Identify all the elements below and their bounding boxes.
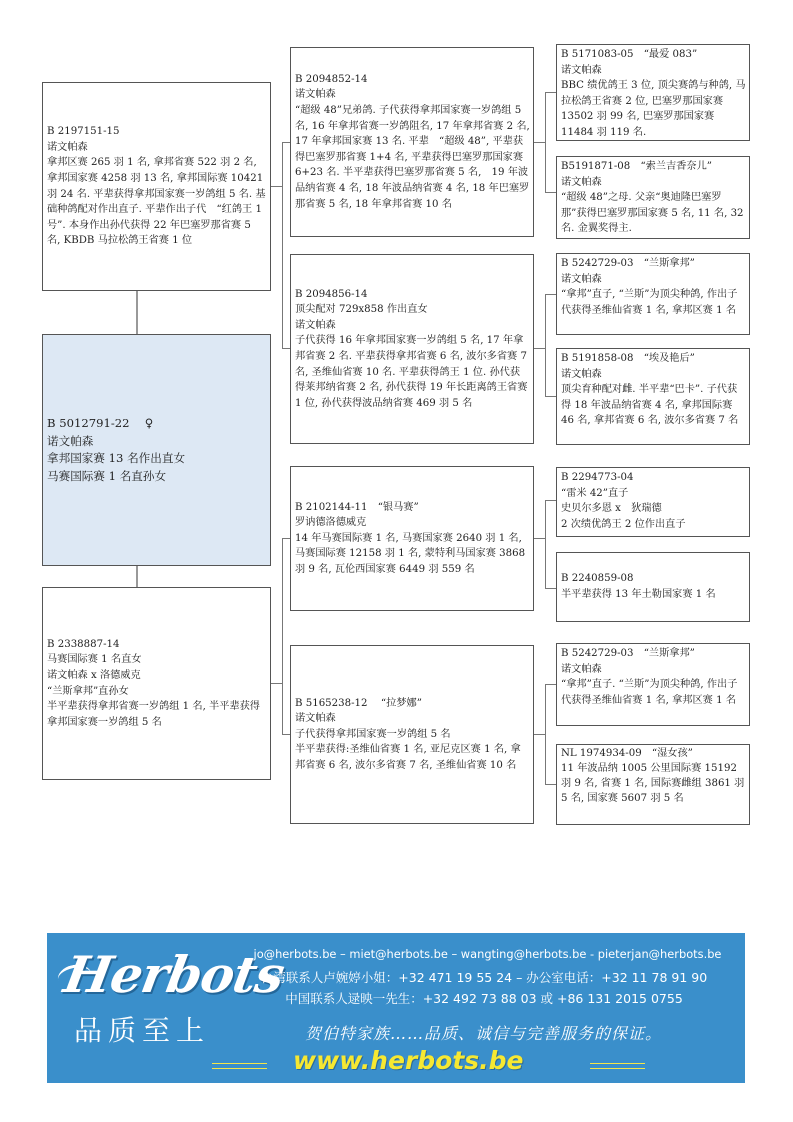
breeder: 诺文帕森 — [561, 663, 602, 675]
connector-sire-subject — [136, 290, 138, 334]
ring-number: B 2294773-04 — [561, 472, 634, 483]
decorative-line-left — [212, 1063, 267, 1069]
connector — [545, 192, 556, 193]
breeder: 诺文帕森 — [561, 368, 602, 380]
note: “兰斯拿邦”直孙女 — [47, 685, 129, 697]
connector — [545, 784, 556, 785]
breeder: 诺文帕森 — [47, 433, 94, 448]
achievements: 11 年波品纳 1005 公里国际赛 15192 羽 9 名, 省赛 1 名, 国际赛雌组 3861 羽 5 名, 国家赛 5607 羽 5 名 — [561, 763, 745, 804]
connector — [282, 142, 283, 348]
connector — [545, 294, 556, 295]
connector — [270, 186, 282, 187]
connector — [545, 92, 546, 192]
pedigree-subject — [42, 334, 271, 566]
ring-number: B 2094852-14 — [295, 73, 368, 85]
achievements: 半平辈获得拿邦省赛一岁鸽组 1 名, 半平辈获得拿邦国家赛一岁鸽组 5 名 — [47, 701, 260, 728]
achievement: 子代获得拿邦国家赛一岁鸽组 5 名 — [295, 728, 451, 740]
pedigree-sire — [42, 82, 271, 291]
taiwan-contact: 台湾联系人卢婉婷小姐：+32 471 19 55 24 – 办公室电话：+32 11 78 91 90 — [260, 970, 708, 985]
connector-subject-dam — [136, 565, 138, 587]
breeder: 诺文帕森 — [295, 89, 336, 101]
connector — [545, 92, 556, 93]
connector — [282, 142, 290, 143]
achievement: 马赛国际赛 1 名直孙女 — [47, 468, 167, 483]
achievements: “拿邦”直子, “兰斯”为顶尖种鸽, 作出子代获得圣维仙省赛 1 名, 拿邦区赛 1 名 — [561, 289, 738, 316]
connector — [545, 294, 546, 396]
ring-number: B 5165238-12 “拉梦娜” — [295, 697, 422, 709]
breeder: 诺文帕森 — [561, 64, 602, 76]
achievements: 子代获得 16 年拿邦国家赛一岁鸽组 5 名, 17 年拿邦省赛 2 名. 平辈获得拿邦省赛 6 名, 波尔多省赛 7 名, 圣维仙省赛 10 名. 平辈获得鸽王 1 位. 孙代获得莱邦纳省赛 2 名, 孙代获得 19 年长距离鸽王省赛 1 位, 孙代获得波品纳省赛 469 羽 5 名 — [295, 335, 528, 409]
breeder: 诺文帕森 x 洛德威克 — [47, 669, 141, 681]
connector — [545, 684, 546, 784]
ring-number: B 2094856-14 — [295, 288, 368, 300]
pedigree-sd-dam — [556, 348, 750, 445]
breeder: 史贝尔多恩 x 狄瑞德 — [561, 503, 662, 515]
pedigree-dam — [42, 587, 271, 780]
achievements: “超级 48”之母. 父亲“奥迪隆巴塞罗那”获得巴塞罗那国家赛 5 名, 11 名, 32 名. 金翼奖得主. — [561, 192, 744, 235]
contact-emails[interactable]: jo@herbots.be – miet@herbots.be – wangting@herbots.be - pieterjan@herbots.be — [253, 947, 722, 961]
connector — [533, 348, 545, 349]
pedigree-ss-sire — [556, 44, 750, 141]
achievements: “超级 48”兄弟鸽. 子代获得拿邦国家赛一岁鸽组 5 名, 16 年拿邦省赛一岁鸽阻名, 17 年拿邦省赛 2 名, 17 年拿邦国家赛 13 名. 平辈 “超级 48”, 平辈获得巴塞罗那省赛 1+4 名, 平辈获得巴塞罗那国家赛 6+23 名. 半平辈获得巴塞罗那省赛 5 名, 19 年波品纳省赛 4 名, 18 年波品纳省赛 4 名, 18 年巴塞罗那省赛 5 名, 18 年拿邦省赛 10 名 — [295, 105, 530, 210]
connector — [545, 396, 556, 397]
pedigree-sd-sire — [556, 253, 750, 335]
pedigree-ss-dam — [556, 156, 750, 239]
ring-number: B 2240859-08 — [561, 573, 634, 585]
ring-number: B 5242729-03 “兰斯拿邦” — [561, 648, 695, 659]
note: 顶尖配对 729x858 作出直女 — [295, 304, 428, 316]
achievements: “拿邦”直子. “兰斯”为顶尖种鸽, 作出子代获得圣维仙省赛 1 名, 拿邦区赛 1 名 — [561, 679, 738, 706]
ring-number: B 2338887-14 — [47, 638, 120, 650]
ring-number: B 2102144-11 “银马赛” — [295, 501, 419, 513]
ring-number: NL 1974934-09 “湿女孩” — [561, 748, 693, 759]
breeder: 罗讷德洛德威克 — [295, 517, 367, 529]
decorative-line-right — [590, 1063, 645, 1069]
motto: 贺伯特家族……品质、诚信与完善服务的保证。 — [305, 1024, 663, 1043]
note: 马赛国际赛 1 名直女 — [47, 654, 142, 666]
pedigree-ds-sire — [556, 467, 750, 537]
ring-number: B5191871-08 “索兰吉香奈儿” — [561, 161, 712, 172]
breeder: 诺文帕森 — [561, 273, 602, 285]
ring-number: B 5171083-05 “最爱 083” — [561, 49, 698, 60]
breeder: 诺文帕森 — [295, 713, 336, 725]
ring-number: B 5242729-03 “兰斯拿邦” — [561, 258, 695, 269]
slogan: 品质至上 — [74, 1014, 211, 1047]
connector — [545, 684, 556, 685]
ring-number: B 5012791-22 ♀ — [47, 416, 154, 430]
pedigree-dd-sire — [556, 643, 750, 726]
achievements: BBC 绩优鸽王 3 位, 顶尖赛鸽与种鸽, 马拉松鸽王省赛 2 位, 巴塞罗那国家赛 13502 羽 99 名, 巴塞罗那国家赛 11484 羽 119 名. — [561, 80, 746, 138]
achievements: 14 年马赛国际赛 1 名, 马赛国家赛 2640 羽 1 名, 马赛国际赛 12158 羽 1 名, 蒙特利马国家赛 3868 羽 9 名, 瓦伦西国家赛 6449 羽 559 名 — [295, 532, 526, 575]
footer-banner — [47, 933, 745, 1083]
breeder: 诺文帕森 — [561, 176, 602, 188]
note: “雷米 42”直子 — [561, 487, 629, 499]
connector — [533, 142, 545, 143]
pedigree-dam-dam — [290, 645, 534, 824]
achievement: 2 次绩优鸽王 2 位作出直子 — [561, 518, 686, 530]
breeder: 诺文帕森 — [47, 141, 88, 153]
pedigree-sire-dam — [290, 254, 534, 444]
connector — [533, 538, 545, 539]
connector — [282, 348, 290, 349]
pedigree-sire-sire — [290, 47, 534, 237]
connector — [545, 588, 556, 589]
connector — [270, 683, 282, 684]
achievements: 拿邦区赛 265 羽 1 名, 拿邦省赛 522 羽 2 名, 拿邦国家赛 4258 羽 13 名, 拿邦国际赛 10421 羽 24 名. 平辈获得拿邦国家赛一岁鸽组 5 名. 基础种鸽配对作出直子. 平辈作出子代 “红鸽王 1 号”. 本身作出孙代获得 22 年巴塞罗那省赛 5 名, KBDB 马拉松鸽王省赛 1 位 — [47, 157, 266, 247]
breeder: 诺文帕森 — [295, 319, 336, 331]
ring-number: B 2197151-15 — [47, 126, 120, 138]
connector — [282, 538, 290, 539]
connector — [282, 538, 283, 735]
website-link[interactable]: www.herbots.be — [293, 1046, 524, 1075]
pedigree-dd-dam — [556, 744, 750, 825]
connector — [545, 500, 546, 588]
connector — [282, 734, 290, 735]
achievement: 拿邦国家赛 13 名作出直女 — [47, 451, 186, 465]
connector — [533, 734, 545, 735]
pedigree-dam-sire — [290, 466, 534, 611]
pedigree-ds-dam — [556, 552, 750, 622]
connector — [545, 500, 556, 501]
ring-number: B 5191858-08 “埃及艳后” — [561, 353, 695, 364]
china-contact: 中国联系人逯映一先生：+32 492 73 88 03 或 +86 131 2015 0755 — [285, 991, 683, 1006]
achievements: 顶尖育种配对雌. 半平辈“巴卡”. 子代获得 18 年波品纳省赛 4 名, 拿邦国际赛 46 名, 拿邦省赛 6 名, 波尔多省赛 7 名 — [561, 384, 739, 427]
herbots-logo: Herbots — [59, 945, 289, 1004]
achievements: 半平辈获得:圣维仙省赛 1 名, 亚尼克区赛 1 名, 拿邦省赛 6 名, 波尔多省赛 7 名, 圣维仙省赛 10 名 — [295, 744, 521, 771]
achievement: 半平辈获得 13 年土勒国家赛 1 名 — [561, 589, 716, 600]
